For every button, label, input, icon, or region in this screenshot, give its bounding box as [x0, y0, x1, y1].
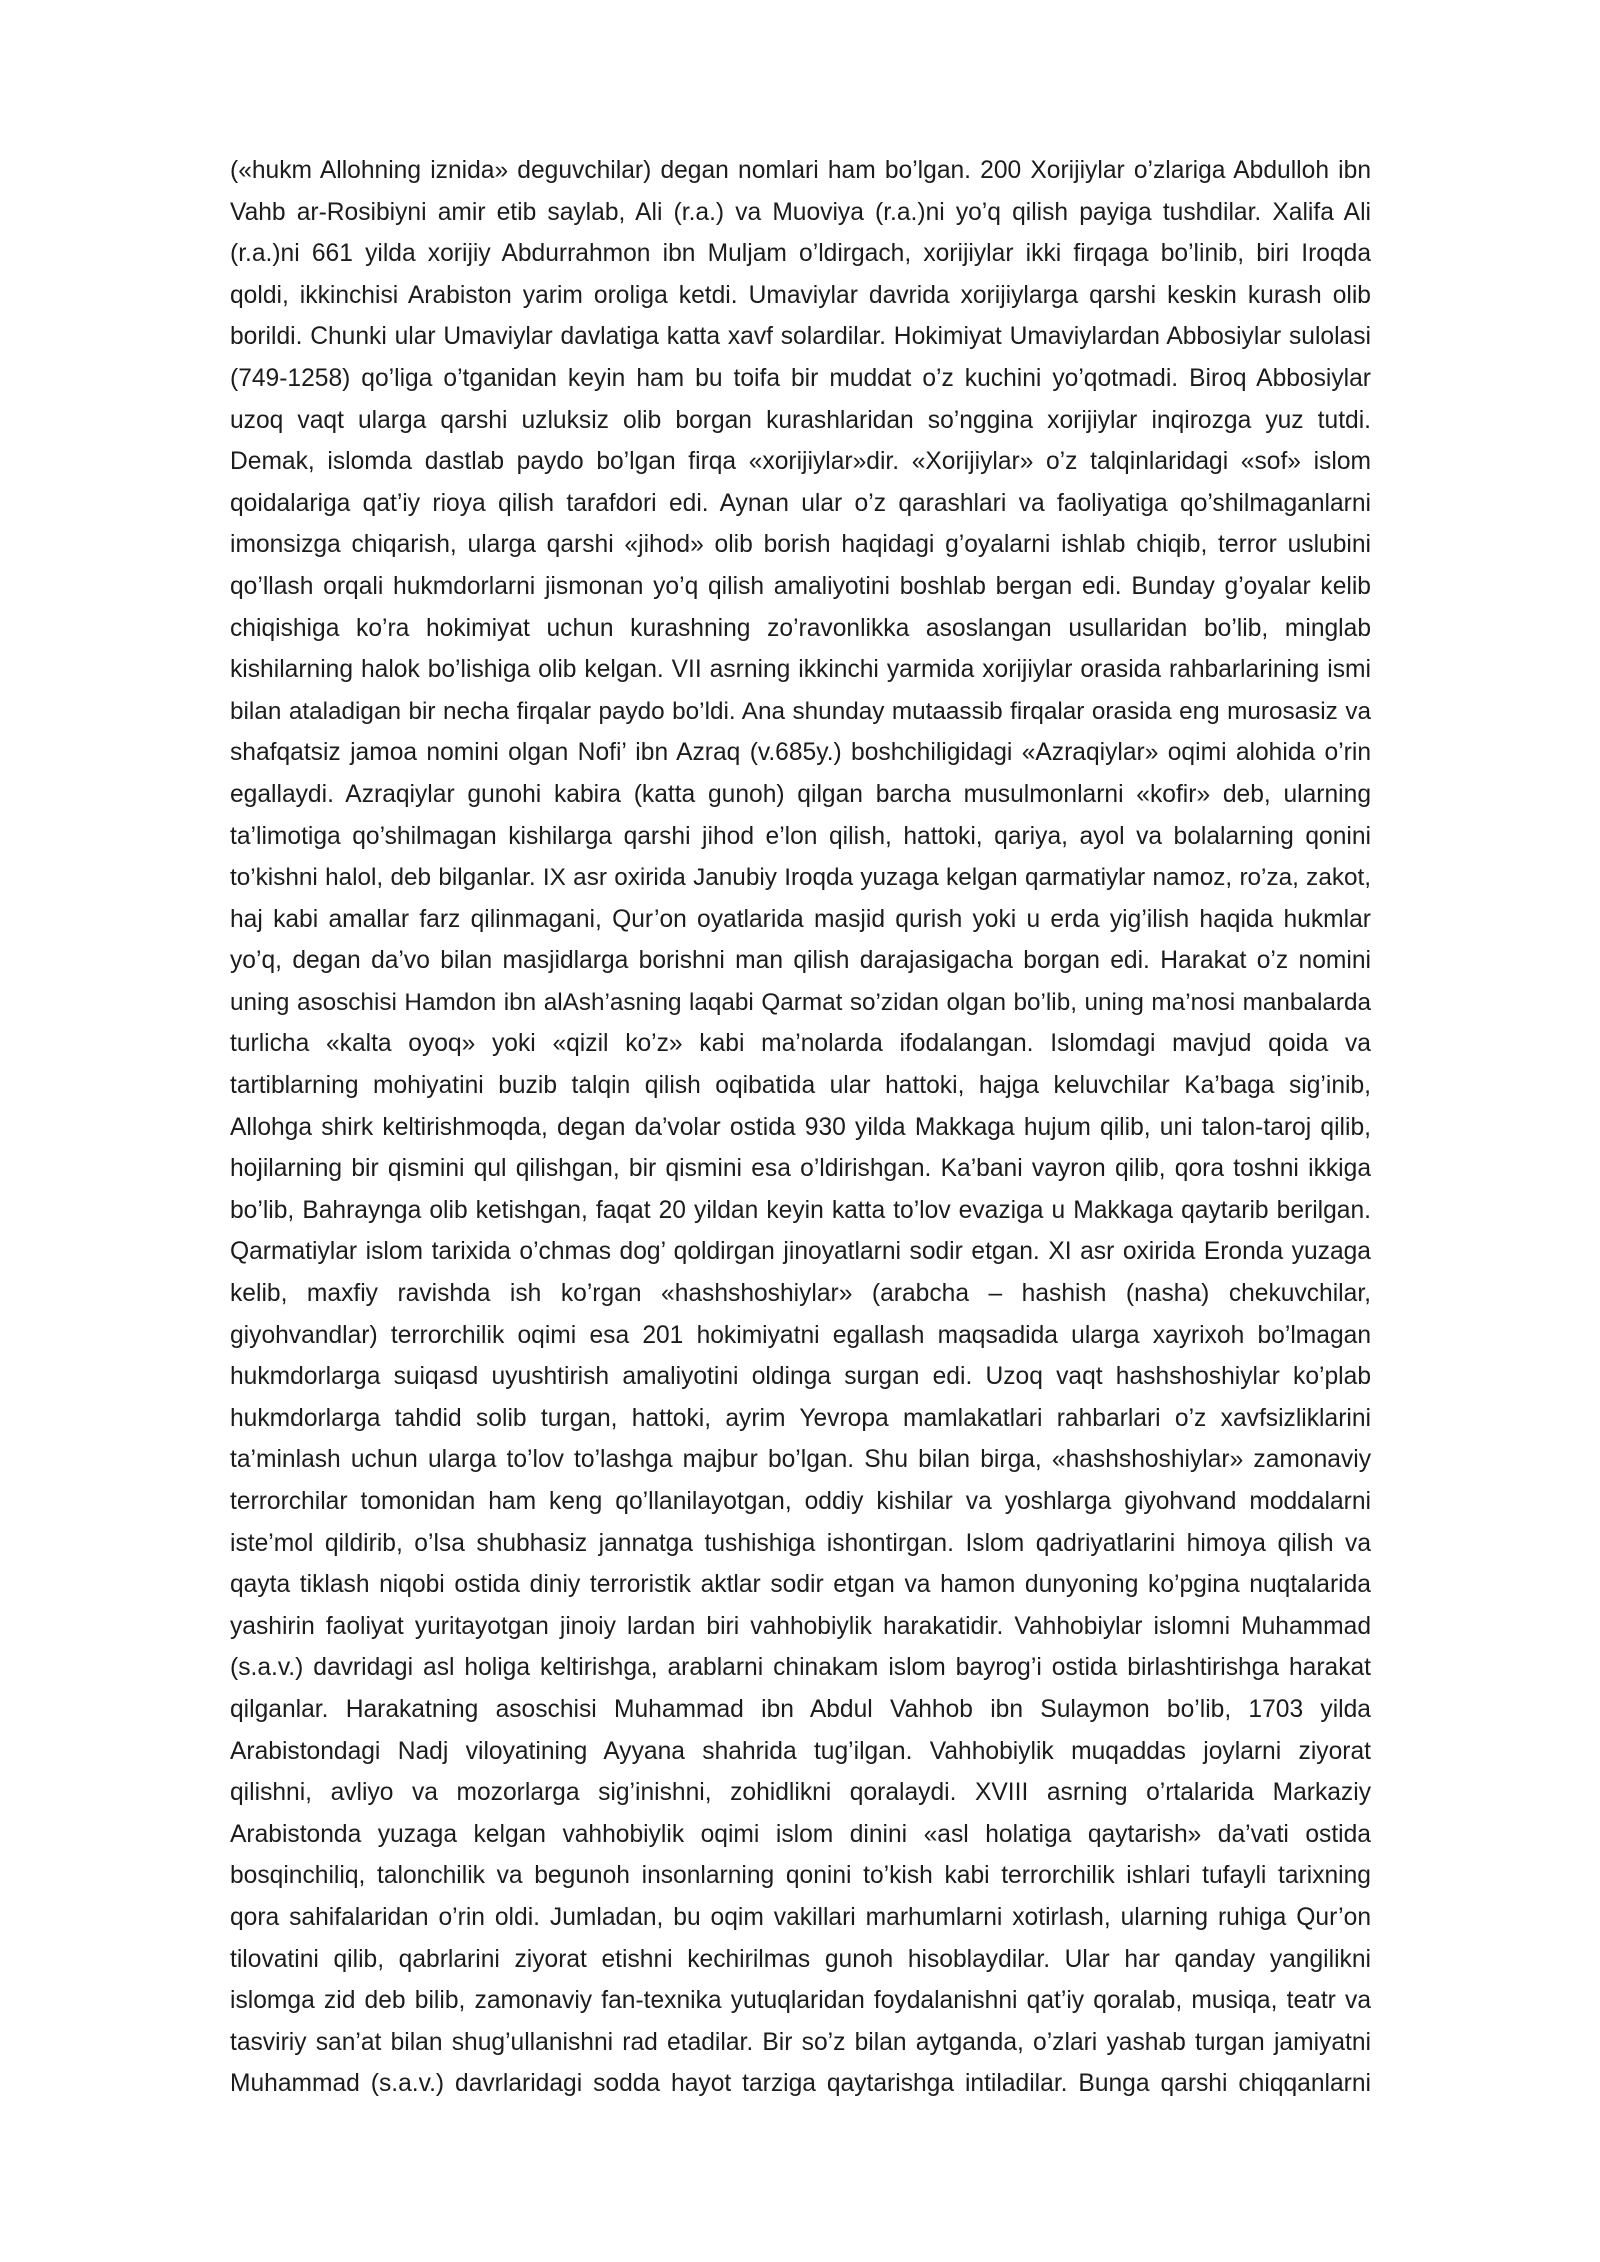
text-line: to’kishni halol, deb bilganlar. IX asr oxirida Janubiy Iroqda yuzaga kelgan qarmatiylar namoz, ro’za, zakot,: [230, 864, 1371, 892]
text-line: uning asoschisi Hamdon ibn alAsh’asning laqabi Qarmat so’zidan olgan bo’lib, uning ma’nosi manbalarda: [230, 988, 1371, 1016]
text-line: bo’lib, Bahraynga olib ketishgan, faqat 20 yildan keyin katta to’lov evaziga u Makkaga qaytarib berilgan.: [230, 1196, 1371, 1224]
text-line: haj kabi amallar farz qilinmagani, Qur’on oyatlarida masjid qurish yoki u erda yig’ilish haqida hukmlar: [230, 905, 1371, 933]
text-line: qilishni, avliyo va mozorlarga sig’inishni, zohidlikni qoralaydi. XVIII asrning o’rtalarida Markaziy: [230, 1779, 1371, 1807]
text-line: qo’llash orqali hukmdorlarni jismonan yo’q qilish amaliyotini boshlab bergan edi. Bunday g’oyalar kelib: [230, 572, 1371, 600]
text-line: Muhammad (s.a.v.) davrlaridagi sodda hayot tarziga qaytarishga intiladilar. Bunga qarshi chiqqanlarni: [230, 2070, 1371, 2098]
text-line: («hukm Allohning iznida» deguvchilar) degan nomlari ham bo’lgan. 200 Xorijiylar o’zlariga Abdulloh ibn: [230, 157, 1371, 184]
text-line: chiqishiga ko’ra hokimiyat uchun kurashning zo’ravonlikka asoslangan usullaridan bo’lib, minglab: [230, 614, 1371, 642]
text-line: Demak, islomda dastlab paydo bo’lgan firqa «xorijiylar»dir. «Xorijiylar» o’z talqinlaridagi «sof» islom: [230, 448, 1371, 476]
text-line: terrorchilar tomonidan ham keng qo’llanilayotgan, oddiy kishilar va yoshlarga giyohvand moddalarni: [230, 1488, 1371, 1515]
text-line: Qarmatiylar islom tarixida o’chmas dog’ qoldirgan jinoyatlarni sodir etgan. XI asr oxirida Eronda yuzaga: [230, 1238, 1371, 1266]
text-line: tartiblarning mohiyatini buzib talqin qilish oqibatida ular hattoki, hajga keluvchilar Ka’baga sig’inib,: [230, 1072, 1371, 1100]
text-line: iste’mol qildirib, o’lsa shubhasiz jannatga tushishiga ishontirgan. Islom qadriyatlarini himoya qilish va: [230, 1529, 1371, 1557]
text-line: egallaydi. Azraqiylar gunohi kabira (katta gunoh) qilgan barcha musulmonlarni «kofir» deb, ularning: [230, 780, 1371, 808]
text-line: giyohvandlar) terrorchilik oqimi esa 201 hokimiyatni egallash maqsadida ularga xayrixoh bo’lmagan: [230, 1321, 1371, 1349]
text-line: hukmdorlarga tahdid solib turgan, hattoki, ayrim Yevropa mamlakatlari rahbarlari o’z xavfsizliklarini: [230, 1404, 1371, 1432]
text-line: qoldi, ikkinchisi Arabiston yarim oroliga ketdi. Umaviylar davrida xorijiylarga qarshi keskin kurash olib: [230, 281, 1371, 309]
text-line: bosqinchiliq, talonchilik va begunoh insonlarning qonini to’kish kabi terrorchilik ishlari tufayli tarixning: [230, 1862, 1371, 1890]
text-line: yashirin faoliyat yuritayotgan jinoiy lardan biri vahhobiylik harakatidir. Vahhobiylar islomni Muhammad: [230, 1612, 1371, 1640]
text-line: islomga zid deb bilib, zamonaviy fan-texnika yutuqlaridan foydalanishni qat’iy qoralab, musiqa, teatr va: [230, 1987, 1371, 2015]
text-line: qayta tiklash niqobi ostida diniy terroristik aktlar sodir etgan va hamon dunyoning ko’pgina nuqtalarida: [230, 1571, 1371, 1599]
text-line: uzoq vaqt ularga qarshi uzluksiz olib borgan kurashlaridan so’nggina xorijiylar inqirozga yuz tutdi.: [230, 406, 1371, 434]
body-paragraph: [230, 150, 1371, 2105]
text-line: imonsizga chiqarish, ularga qarshi «jihod» olib borish haqidagi g’oyalarni ishlab chiqib, terror uslubini: [230, 531, 1371, 559]
text-line: (s.a.v.) davridagi asl holiga keltirishga, arablarni chinakam islom bayrog’i ostida birlashtirishga harakat: [230, 1654, 1371, 1682]
text-line: qora sahifalaridan o’rin oldi. Jumladan, bu oqim vakillari marhumlarni xotirlash, ularning ruhiga Qur’on: [230, 1903, 1371, 1931]
text-line: hojilarning bir qismini qul qilishgan, bir qismini esa o’ldirishgan. Ka’bani vayron qilib, qora toshni ikkiga: [230, 1155, 1371, 1183]
text-line: ta’limotiga qo’shilmagan kishilarga qarshi jihod e’lon qilish, hattoki, qariya, ayol va bolalarning qonini: [230, 822, 1371, 850]
text-line: hukmdorlarga suiqasd uyushtirish amaliyotini oldinga surgan edi. Uzoq vaqt hashshoshiylar ko’plab: [230, 1363, 1371, 1391]
text-line: ta’minlash uchun ularga to’lov to’lashga majbur bo’lgan. Shu bilan birga, «hashshoshiylar» zamonaviy: [230, 1446, 1371, 1474]
text-line: tasviriy san’at bilan shug’ullanishni rad etadilar. Bir so’z bilan aytganda, o’zlari yashab turgan jamiyatni: [230, 2028, 1371, 2056]
text-line: yo’q, degan da’vo bilan masjidlarga borishni man qilish darajasigacha borgan edi. Harakat o’z nomini: [230, 947, 1371, 975]
text-line: Arabistonda yuzaga kelgan vahhobiylik oqimi islom dinini «asl holatiga qaytarish» da’vati ostida: [230, 1820, 1371, 1848]
text-line: Vahb ar-Rosibiyni amir etib saylab, Ali (r.a.) va Muoviya (r.a.)ni yo’q qilish payiga tushdilar. Xalifa Ali: [230, 198, 1371, 226]
text-line: qoidalariga qat’iy rioya qilish tarafdori edi. Aynan ular o’z qarashlari va faoliyatiga qo’shilmaganlarni: [230, 489, 1371, 517]
text-line: (r.a.)ni 661 yilda xorijiy Abdurrahmon ibn Muljam o’ldirgach, xorijiylar ikki firqaga bo’linib, biri Iroqda: [230, 240, 1371, 268]
text-line: kelib, maxfiy ravishda ish ko’rgan «hashshoshiylar» (arabcha – hashish (nasha) chekuvchilar,: [230, 1280, 1371, 1308]
text-line: qilganlar. Harakatning asoschisi Muhammad ibn Abdul Vahhob ibn Sulaymon bo’lib, 1703 yilda: [230, 1695, 1371, 1723]
text-line: Arabistondagi Nadj viloyatining Ayyana shahrida tug’ilgan. Vahhobiylik muqaddas joylarni ziyorat: [230, 1737, 1371, 1765]
text-line: turlicha «kalta oyoq» yoki «qizil ko’z» kabi ma’nolarda ifodalangan. Islomdagi mavjud qoida va: [230, 1030, 1371, 1058]
text-line: shafqatsiz jamoa nomini olgan Nofi’ ibn Azraq (v.685y.) boshchiligidagi «Azraqiylar» oqimi alohida o’rin: [230, 739, 1371, 767]
text-line: Allohga shirk keltirishmoqda, degan da’volar ostida 930 yilda Makkaga hujum qilib, uni talon-taroj qilib,: [230, 1113, 1371, 1141]
text-line: bilan ataladigan bir necha firqalar paydo bo’ldi. Ana shunday mutaassib firqalar orasida eng murosasiz va: [230, 697, 1371, 725]
text-line: borildi. Chunki ular Umaviylar davlatiga katta xavf solardilar. Hokimiyat Umaviylardan Abbosiylar sulolasi: [230, 323, 1371, 351]
text-line: tilovatini qilib, qabrlarini ziyorat etishni kechirilmas gunoh hisoblaydilar. Ular har qanday yangilikni: [230, 1945, 1371, 1973]
text-line: (749-1258) qo’liga o’tganidan keyin ham bu toifa bir muddat o’z kuchini yo’qotmadi. Biroq Abbosiylar: [230, 364, 1371, 392]
text-line: kishilarning halok bo’lishiga olib kelgan. VII asrning ikkinchi yarmida xorijiylar orasida rahbarlarining ismi: [230, 656, 1371, 684]
